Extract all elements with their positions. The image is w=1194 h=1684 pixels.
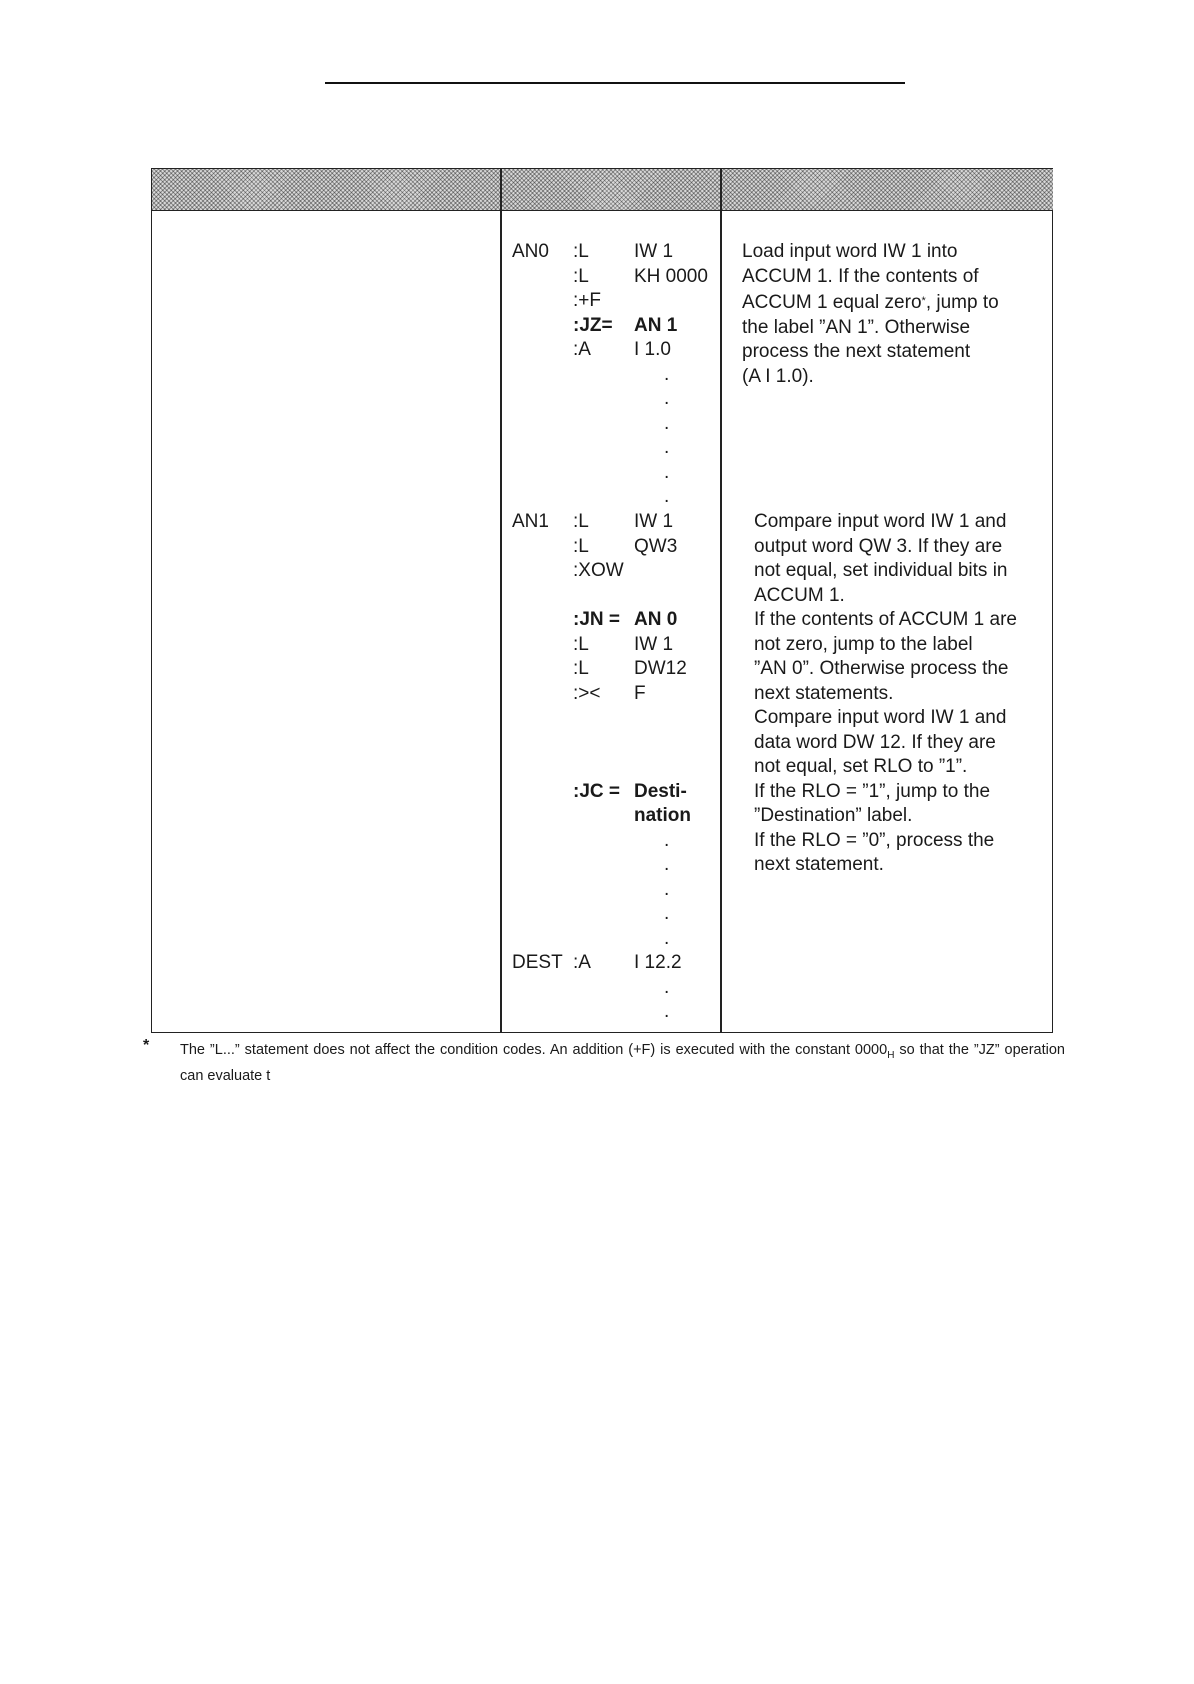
desc-line: ACCUM 1.: [754, 584, 845, 606]
footnote-subscript: H: [887, 1049, 895, 1061]
header-cell-shaded: [502, 169, 720, 211]
ellipsis-dot: .: [664, 363, 670, 385]
code-operand: I 1.0: [634, 339, 671, 360]
top-rule: [325, 82, 905, 84]
ellipsis-dot: .: [664, 437, 670, 458]
description-block-2: [754, 510, 1017, 878]
code-operand: IW 1: [634, 633, 674, 655]
code-label: DEST: [512, 952, 563, 973]
code-label: AN1: [512, 511, 549, 532]
code-operation: :L: [573, 511, 589, 532]
ellipsis-dot: .: [664, 878, 670, 900]
code-operand: AN 0: [634, 609, 678, 630]
desc-line: ACCUM 1. If the contents of: [742, 265, 979, 287]
code-operand: IW 1: [634, 511, 674, 532]
code-label: AN0: [512, 241, 549, 262]
ellipsis-dot: .: [664, 829, 670, 851]
program-table: [151, 168, 1053, 1033]
ellipsis-dot: .: [664, 976, 670, 998]
ellipsis-dot: .: [664, 1001, 670, 1022]
desc-line: (A I 1.0).: [742, 365, 814, 387]
code-operand: KH 0000: [634, 265, 708, 287]
desc-line: not equal, set RLO to ”1”.: [754, 756, 968, 777]
code-operation: :JC =: [573, 780, 620, 802]
ellipsis-dot: .: [664, 461, 670, 483]
code-operation: :JN =: [573, 609, 620, 630]
ellipsis-dot: .: [664, 927, 670, 949]
code-operand: DW12: [634, 658, 687, 679]
desc-line: Compare input word IW 1 and: [754, 707, 1007, 728]
code-operand: IW 1: [634, 241, 674, 262]
desc-line: Compare input word IW 1 and: [754, 511, 1007, 532]
desc-line: ”Destination” label.: [754, 805, 913, 826]
desc-line: output word QW 3. If they are: [754, 535, 1003, 557]
desc-line: not equal, set individual bits in: [754, 560, 1008, 581]
header-cell-shaded: [722, 169, 1053, 211]
desc-line: If the RLO = ”0”, process the: [754, 829, 995, 851]
description-block-1: [742, 240, 999, 389]
code-operand: F: [634, 682, 646, 704]
desc-line: next statement.: [754, 854, 884, 875]
ellipsis-dot: .: [664, 903, 670, 924]
desc-line: If the RLO = ”1”, jump to the: [754, 780, 991, 802]
code-operand: QW3: [634, 535, 678, 557]
code-operation: :L: [573, 535, 589, 557]
desc-text: , jump to: [925, 292, 999, 313]
ellipsis-dot: .: [664, 486, 670, 507]
desc-line: process the next statement: [742, 341, 971, 362]
code-operation: :A: [573, 339, 591, 360]
desc-text: ACCUM 1 equal zero: [742, 292, 922, 313]
ellipsis-dot: .: [664, 854, 670, 875]
desc-line: If the contents of ACCUM 1 are: [754, 609, 1017, 630]
column-divider: [500, 169, 502, 1032]
code-operand: nation: [634, 805, 691, 826]
code-operation: :L: [573, 658, 589, 679]
code-operation: :XOW: [573, 560, 624, 581]
ellipsis-dot: .: [664, 412, 670, 434]
code-operation: :L: [573, 241, 589, 262]
footnote-text: The ”L...” statement does not affect the condition codes. An addition (+F) is executed with the constant 0000: [180, 1042, 888, 1058]
desc-line: next statements.: [754, 682, 894, 704]
ellipsis-dot: .: [664, 388, 670, 409]
desc-line: the label ”AN 1”. Otherwise: [742, 316, 971, 338]
code-operand: Desti-: [634, 780, 687, 802]
desc-line: Load input word IW 1 into: [742, 241, 958, 262]
footnote-text: so that the ”JZ” operation can evaluate t: [180, 1042, 1065, 1084]
code-operation: :+F: [573, 290, 601, 311]
desc-line: [742, 289, 999, 316]
code-operation: :L: [573, 633, 589, 655]
header-cell-shaded: [152, 169, 500, 211]
desc-line: ”AN 0”. Otherwise process the: [754, 658, 1009, 679]
code-operand: AN 1: [634, 314, 678, 336]
footnote: [180, 1040, 1065, 1086]
desc-line: not zero, jump to the label: [754, 633, 973, 655]
footnote-star: *: [143, 1037, 150, 1054]
desc-line: data word DW 12. If they are: [754, 731, 996, 753]
code-operation: :><: [573, 682, 601, 704]
code-operation: :L: [573, 265, 589, 287]
footnote-marker: *: [921, 295, 926, 307]
code-operation: :A: [573, 952, 591, 973]
code-operation: :JZ=: [573, 314, 613, 336]
column-divider: [720, 169, 722, 1032]
code-operand: I 12.2: [634, 952, 682, 973]
